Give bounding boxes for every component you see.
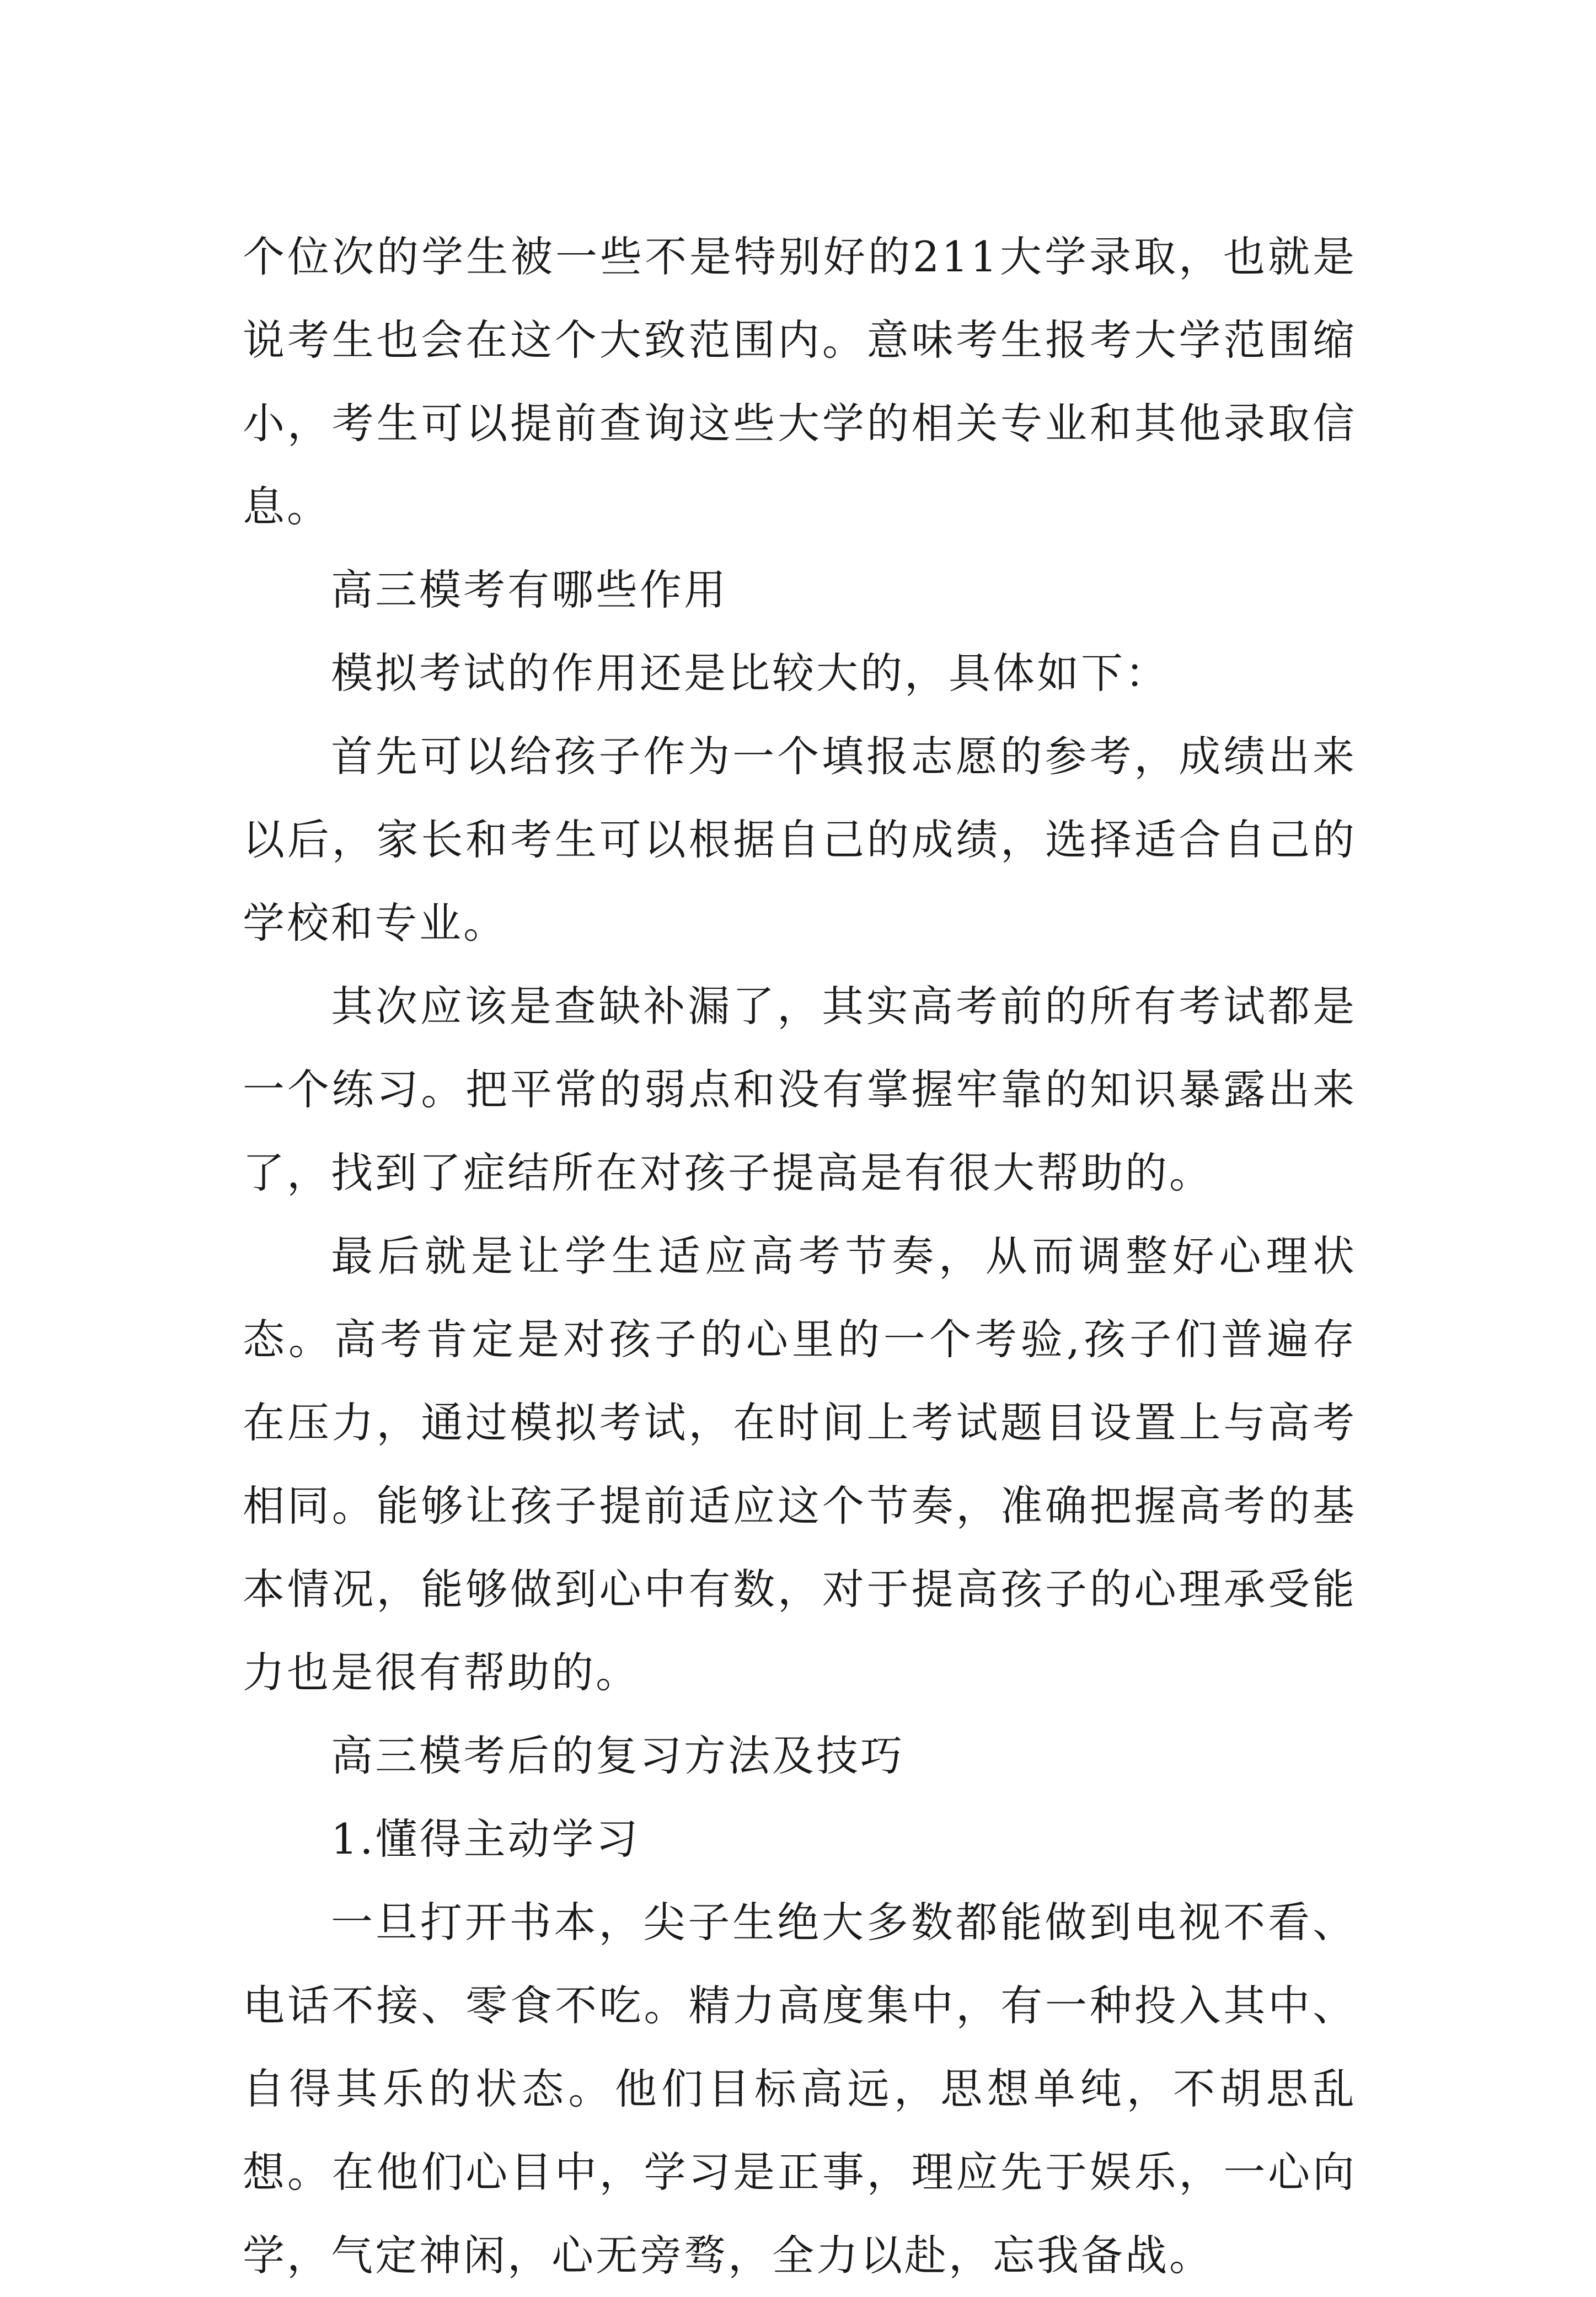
paragraph: 首先可以给孩子作为一个填报志愿的参考，成绩出来以后，家长和考生可以根据自己的成绩，选择适合自己的学校和专业。: [243, 732, 1357, 947]
sub-heading: 1.懂得主动学习: [331, 1814, 640, 1864]
paragraph: 模拟考试的作用还是比较大的，具体如下：: [331, 649, 1169, 698]
paragraph: 最后就是让学生适应高考节奏，从而调整好心理状态。高考肯定是对孩子的心里的一个考验,孩子们普遍存在压力，通过模拟考试，在时间上考试题目设置上与高考相同。能够让孩子提前适应这个节奏，准确把握高考的基本情况，能够做到心中有数，对于提高孩子的心理承受能力也是很有帮助的。: [243, 1232, 1357, 1697]
paragraph: 一旦打开书本，尖子生绝大多数都能做到电视不看、电话不接、零食不吃。精力高度集中，有一种投入其中、自得其乐的状态。他们目标高远，思想单纯，不胡思乱想。在他们心目中，学习是正事，理应先于娱乐，一心向学，气定神闲，心无旁骛，全力以赴，忘我备战。: [243, 1898, 1357, 2280]
paragraph: 个位次的学生被一些不是特别好的211大学录取，也就是说考生也会在这个大致范围内。意味考生报考大学范围缩小，考生可以提前查询这些大学的相关专业和其他录取信息。: [243, 232, 1357, 531]
body-text: [243, 215, 1357, 2297]
section-heading: 高三模考有哪些作用: [331, 565, 728, 614]
section-heading: 高三模考后的复习方法及技巧: [331, 1731, 904, 1780]
paragraph: 其次应该是查缺补漏了，其实高考前的所有考试都是一个练习。把平常的弱点和没有掌握牢靠的知识暴露出来了，找到了症结所在对孩子提高是有很大帮助的。: [243, 982, 1357, 1197]
